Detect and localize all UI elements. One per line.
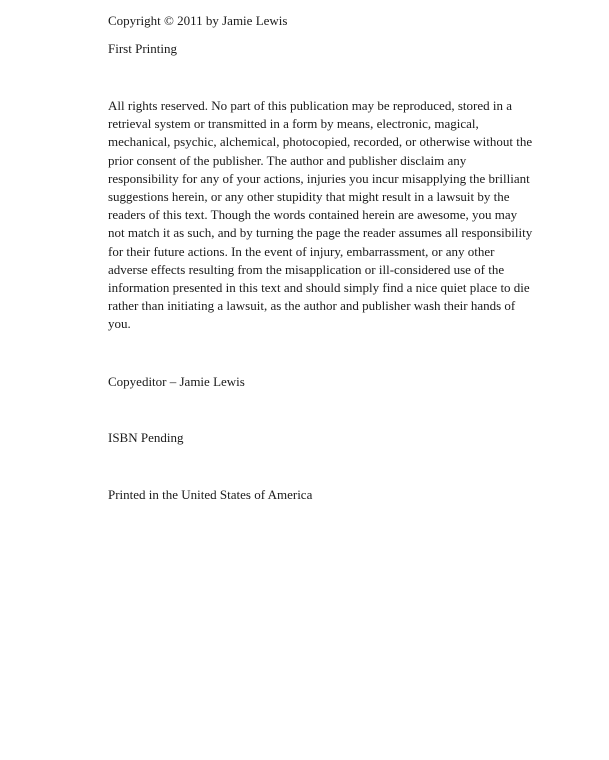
rights-line: not match it as such, and by turning the page the reader assumes all responsibility <box>108 225 533 241</box>
copyright-line: Copyright © 2011 by Jamie Lewis <box>108 13 288 28</box>
rights-line: adverse effects resulting from the misapplication or ill-considered use of the <box>108 261 505 277</box>
rights-line: for their future actions. In the event of injury, embarrassment, or any other <box>108 243 495 259</box>
isbn-line: ISBN Pending <box>108 430 184 445</box>
printed-in-line: Printed in the United States of America <box>108 487 313 502</box>
printing-line: First Printing <box>108 41 177 56</box>
rights-line: you. <box>108 316 131 332</box>
rights-line: responsibility for any of your actions, injuries you incur misapplying the brilliant <box>108 170 530 186</box>
rights-line: All rights reserved. No part of this publication may be reproduced, stored in a <box>108 98 512 113</box>
rights-line: readers of this text. Though the words contained herein are awesome, you may <box>108 207 518 223</box>
rights-line: prior consent of the publisher. The author and publisher disclaim any <box>108 152 467 168</box>
rights-line: rather than initiating a lawsuit, as the author and publisher wash their hands of <box>108 298 516 314</box>
rights-line: retrieval system or transmitted in a form by means, electronic, magical, <box>108 116 479 132</box>
rights-paragraph <box>108 97 578 334</box>
rights-line: mechanical, psychic, alchemical, photocopied, recorded, or otherwise without the <box>108 134 533 150</box>
copyeditor-line: Copyeditor – Jamie Lewis <box>108 374 245 389</box>
rights-line: suggestions herein, or any other stupidity that might result in a lawsuit by the <box>108 189 510 205</box>
rights-line: information presented in this text and should simply find a nice quiet place to die <box>108 280 530 296</box>
